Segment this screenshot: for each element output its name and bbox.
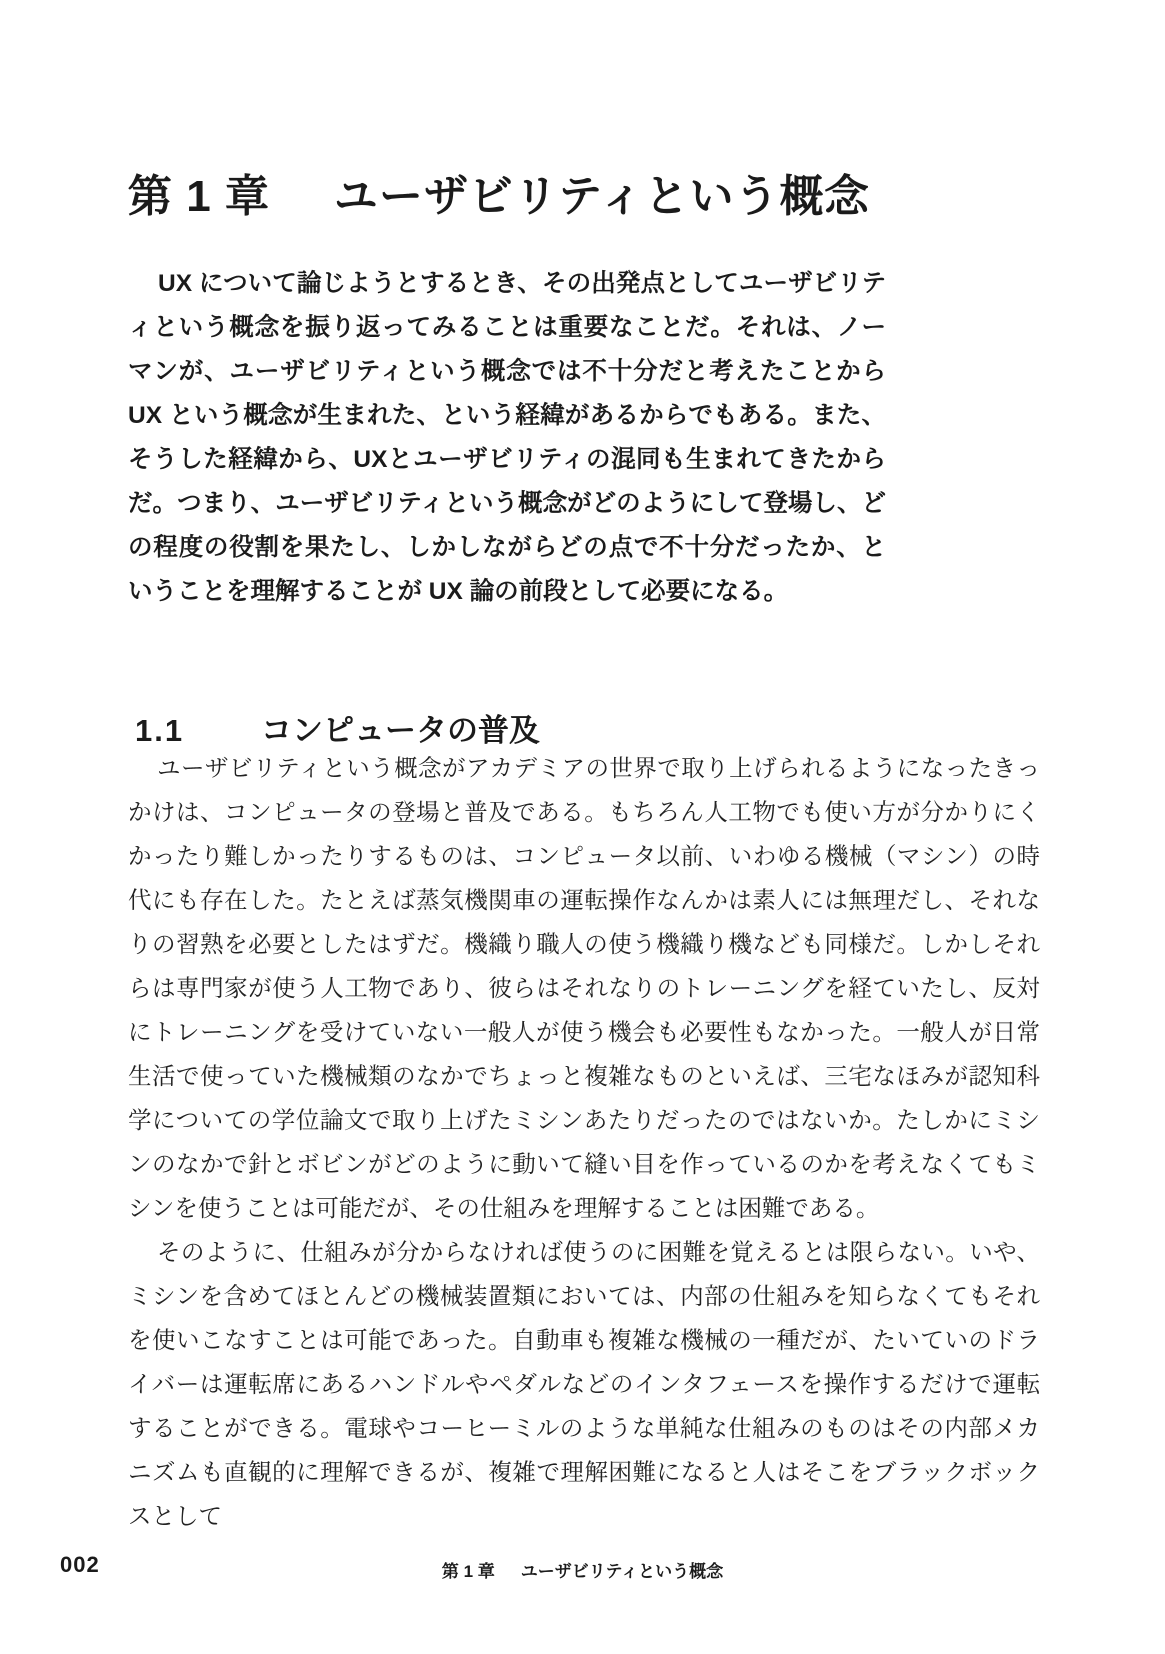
running-title	[0, 1557, 1165, 1582]
footer-chapter-title: ユーザビリティという概念	[520, 1562, 724, 1581]
chapter-title: ユーザビリティという概念	[333, 172, 870, 222]
page-footer	[0, 1550, 1165, 1590]
body-paragraph-2: そのように、仕組みが分からなければ使うのに困難を覚えるとは限らない。いや、ミシンを含めてほとんどの機械装置類においては、内部の仕組みを知らなくてもそれを使いこなすことは可能であった。自動車も複雑な機械の一種だが、たいていのドライバーは運転席にあるハンドルやペダルなどのインタフェースを操作するだけで運転することができる。電球やコーヒーミルのような単純な仕組みのものはその内部メカニズムも直観的に理解できるが、複雑で理解困難になると人はそこをブラックボックスとして	[128, 1240, 1040, 1530]
body-paragraph-1: ユーザビリティという概念がアカデミアの世界で取り上げられるようになったきっかけは、コンピュータの登場と普及である。もちろん人工物でも使い方が分かりにくかったり難しかったりするものは、コンピュータ以前、いわゆる機械（マシン）の時代にも存在した。たとえば蒸気機関車の運転操作なんかは素人には無理だし、それなりの習熟を必要としたはずだ。機織り職人の使う機織り機なども同様だ。しかしそれらは専門家が使う人工物であり、彼らはそれなりのトレーニングを経ていたし、反対にトレーニングを受けていない一般人が使う機会も必要性もなかった。一般人が日常生活で使っていた機械類のなかでちょっと複雑なものといえば、三宅なほみが認知科学についての学位論文で取り上げたミシンあたりだったのではないか。たしかにミシンのなかで針とボビンがどのように動いて縫い目を作っているのかを考えなくてもミシンを使うことは可能だが、その仕組みを理解することは困難である。	[128, 756, 1040, 1222]
intro-paragraph-block	[128, 262, 886, 614]
chapter-heading	[128, 160, 870, 224]
section-title: コンピュータの普及	[261, 712, 540, 748]
page-number: 002	[60, 1552, 100, 1577]
section-number: 1.1	[135, 712, 185, 748]
chapter-number-label: 第 1 章	[128, 172, 270, 222]
section-heading	[135, 705, 540, 750]
footer-chapter-label: 第 1 章	[441, 1562, 495, 1581]
intro-paragraph: UX について論じようとするとき、その出発点としてユーザビリティという概念を振り返ってみることは重要なことだ。それは、ノーマンが、ユーザビリティという概念では不十分だと考えたことから UX という概念が生まれた、という経緯があるからでもある。また、そうした経緯から、UXとユーザビリティの混同も生まれてきたからだ。つまり、ユーザビリティという概念がどのようにして登場し、どの程度の役割を果たし、しかしながらどの点で不十分だったか、ということを理解することが UX 論の前段として必要になる。	[128, 270, 886, 605]
body-text-block	[128, 747, 1040, 1539]
